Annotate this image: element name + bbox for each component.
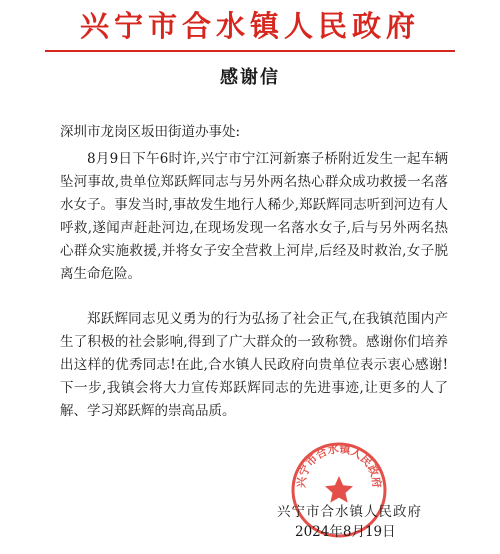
seal-text: 兴宁市合水镇人民政府 [294,442,384,489]
body-paragraph-1: 8月9日下午6时许,兴宁市宁江河新寨子桥附近发生一起车辆坠河事故,贵单位郑跃辉同志与另外两名热心群众成功救援一名落水女子。事发当时,事故发生地行人稀少,郑跃辉同志听到河边有人呼救,遂闻声赶赴河边,在现场发现一名落水女子,后与另外两名热心群众实施救援,并将女子安全营救上河岸,后经及时救治,女子脱离生命危险。 [60,151,448,282]
letter-body [60,148,448,423]
red-star-icon [325,476,353,503]
document-title: 感谢信 [220,67,280,88]
salutation: 深圳市龙岗区坂田街道办事处: [60,124,241,140]
letterhead-red-rule [45,50,455,52]
letterhead-org-name: 兴宁市合水镇人民政府 [79,9,420,43]
body-paragraph-2: 郑跃辉同志见义勇为的行为弘扬了社会正气,在我镇范围内产生了积极的社会影响,得到了广大群众的一致称赞。感谢你们培养出这样的优秀同志!在此,合水镇人民政府向贵单位表示衷心感谢!下一步,我镇会将大力宣传郑跃辉同志的先进事迹,让更多的人了解、学习郑跃辉的崇高品质。 [60,311,448,419]
signature-org: 兴宁市合水镇人民政府 [277,504,422,520]
signature-date: 2024年8月19日 [295,524,396,540]
